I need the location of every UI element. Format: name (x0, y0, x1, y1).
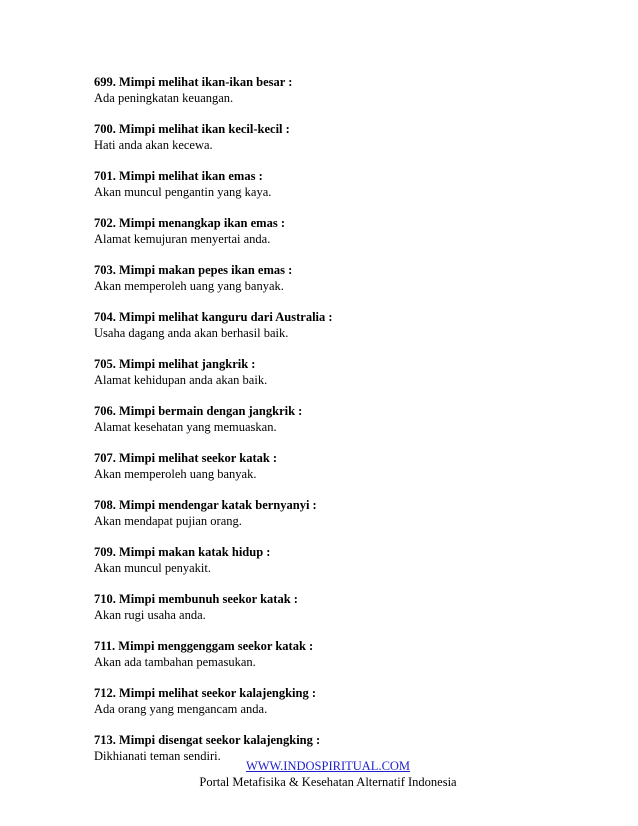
entry-meaning: Akan rugi usaha anda. (94, 608, 206, 622)
entry-title: 699. Mimpi melihat ikan-ikan besar : (94, 75, 293, 89)
list-item (94, 309, 594, 341)
list-item (94, 121, 594, 153)
page-footer (0, 758, 638, 790)
list-item (94, 403, 594, 435)
entry-title: 706. Mimpi bermain dengan jangkrik : (94, 404, 303, 418)
entry-meaning: Akan memperoleh uang banyak. (94, 467, 257, 481)
entry-title: 709. Mimpi makan katak hidup : (94, 545, 271, 559)
entry-title: 713. Mimpi disengat seekor kalajengking : (94, 733, 321, 747)
entry-title: 704. Mimpi melihat kanguru dari Australia : (94, 310, 333, 324)
entry-meaning: Alamat kehidupan anda akan baik. (94, 373, 268, 387)
entry-meaning: Alamat kemujuran menyertai anda. (94, 232, 271, 246)
list-item (94, 215, 594, 247)
dream-entries-list (94, 74, 594, 779)
entry-title: 708. Mimpi mendengar katak bernyanyi : (94, 498, 317, 512)
entry-title: 710. Mimpi membunuh seekor katak : (94, 592, 298, 606)
entry-meaning: Alamat kesehatan yang memuaskan. (94, 420, 277, 434)
entry-title: 703. Mimpi makan pepes ikan emas : (94, 263, 293, 277)
entry-title: 711. Mimpi menggenggam seekor katak : (94, 639, 314, 653)
entry-meaning: Akan muncul penyakit. (94, 561, 211, 575)
entry-meaning: Ada peningkatan keuangan. (94, 91, 234, 105)
list-item (94, 356, 594, 388)
entry-meaning: Akan mendapat pujian orang. (94, 514, 242, 528)
entry-meaning: Akan memperoleh uang yang banyak. (94, 279, 284, 293)
list-item (94, 168, 594, 200)
list-item (94, 262, 594, 294)
entry-meaning: Hati anda akan kecewa. (94, 138, 213, 152)
entry-title: 705. Mimpi melihat jangkrik : (94, 357, 256, 371)
list-item (94, 544, 594, 576)
website-link[interactable]: WWW.INDOSPIRITUAL.COM (245, 759, 411, 773)
list-item (94, 497, 594, 529)
entry-title: 700. Mimpi melihat ikan kecil-kecil : (94, 122, 290, 136)
entry-meaning: Akan muncul pengantin yang kaya. (94, 185, 272, 199)
entry-title: 702. Mimpi menangkap ikan emas : (94, 216, 285, 230)
entry-meaning: Ada orang yang mengancam anda. (94, 702, 268, 716)
entry-title: 707. Mimpi melihat seekor katak : (94, 451, 278, 465)
entry-meaning: Akan ada tambahan pemasukan. (94, 655, 256, 669)
list-item (94, 74, 594, 106)
entry-title: 712. Mimpi melihat seekor kalajengking : (94, 686, 316, 700)
footer-subtitle: Portal Metafisika & Kesehatan Alternatif Indonesia (199, 775, 457, 789)
entry-meaning: Usaha dagang anda akan berhasil baik. (94, 326, 289, 340)
entry-title: 701. Mimpi melihat ikan emas : (94, 169, 263, 183)
list-item (94, 591, 594, 623)
list-item (94, 638, 594, 670)
entry-meaning: Dikhianati teman sendiri. (94, 749, 221, 763)
list-item (94, 450, 594, 482)
list-item (94, 685, 594, 717)
